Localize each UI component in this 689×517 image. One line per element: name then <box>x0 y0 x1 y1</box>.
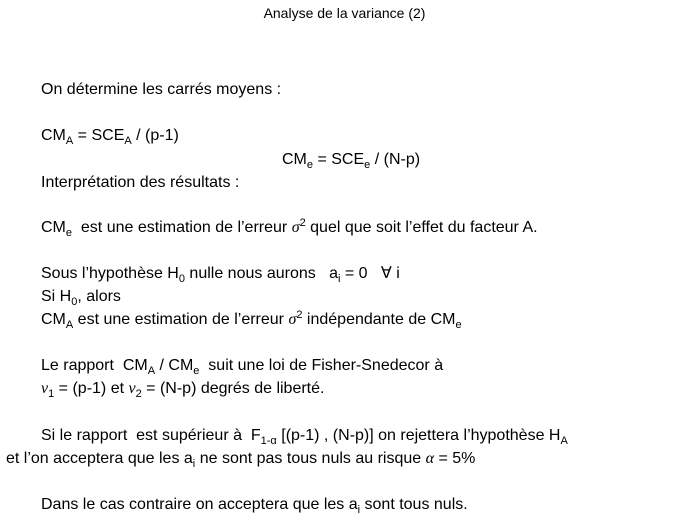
si-h0-line: Si $H_0$, alors <box>41 288 121 308</box>
reject-line: Si le rapport est supérieur à $F_{1-\alpha}$ [(p-1) , (N-p)] on rejettera l’hypothèse $H_A$ <box>41 427 568 447</box>
contrary-line: Dans le cas contraire on acceptera que les $a_i$ sont tous nuls. <box>41 496 468 516</box>
formula-cm-a: $CM_A = SCE_A / (p-1)$ <box>41 127 179 147</box>
accept-line: et l’on acceptera que les $a_i$ ne sont pas tous nuls au risque α = 5% <box>6 450 476 470</box>
ratio-line: Le rapport $CM_A / CM_e$ suit une loi de Fisher-Snedecor à <box>41 357 444 377</box>
cma-estimation-line: $CM_A$ est une estimation de l’erreur $\sigma^2$ indépendante de $CM_e$ <box>41 309 462 331</box>
degrees-of-freedom-line: $\nu_1 = (p-1)$ et $\nu_2 = (N-p)$ degrés de liberté. <box>41 380 325 400</box>
intro-line: On détermine les carrés moyens : <box>41 81 282 98</box>
forall-symbol: ∀ <box>380 265 392 282</box>
formula-cm-e: $CM_e = SCE_e / (N-p)$ <box>282 151 421 171</box>
page-title: Analyse de la variance (2) <box>263 5 426 21</box>
cme-estimation-line: $CM_e$ est une estimation de l’erreur $\sigma^2$ quel que soit l’effet du facteur A. <box>41 217 538 239</box>
hypothesis-line: Sous l’hypothèse $H_0$ nulle nous aurons $a_i = 0$ ∀ i <box>41 265 400 285</box>
interpretation-heading: Interprétation des résultats : <box>41 174 240 191</box>
